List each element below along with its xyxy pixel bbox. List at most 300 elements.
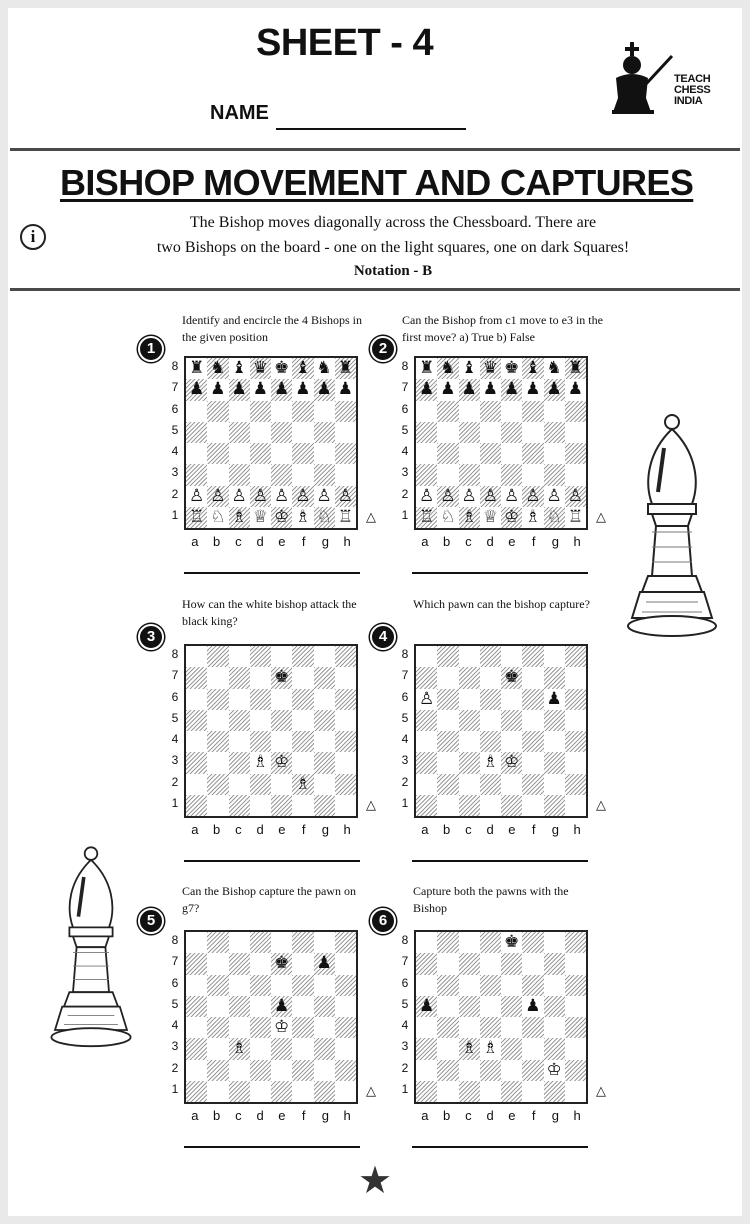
square-c7[interactable] xyxy=(229,379,250,400)
square-h8[interactable] xyxy=(565,932,586,953)
square-c4[interactable] xyxy=(229,731,250,752)
chess-piece[interactable]: ♟ xyxy=(252,379,268,400)
chess-piece[interactable]: ♙ xyxy=(274,485,290,506)
chess-piece[interactable]: ♛ xyxy=(252,358,268,379)
square-h4[interactable] xyxy=(335,1017,356,1038)
square-h8[interactable] xyxy=(335,646,356,667)
square-f4[interactable] xyxy=(292,443,313,464)
square-b1[interactable] xyxy=(207,1081,228,1102)
chess-piece[interactable]: ♔ xyxy=(274,752,290,773)
square-g6[interactable] xyxy=(314,689,335,710)
square-f4[interactable] xyxy=(522,731,543,752)
square-f2[interactable] xyxy=(292,774,313,795)
square-f5[interactable] xyxy=(522,710,543,731)
square-e1[interactable] xyxy=(501,507,522,528)
square-h4[interactable] xyxy=(335,443,356,464)
chess-piece[interactable]: ♙ xyxy=(189,485,205,506)
chess-piece[interactable]: ♚ xyxy=(274,667,290,688)
square-d4[interactable] xyxy=(480,1017,501,1038)
square-d6[interactable] xyxy=(480,975,501,996)
chess-piece[interactable]: ♔ xyxy=(546,1059,562,1080)
chess-piece[interactable]: ♙ xyxy=(295,485,311,506)
square-a2[interactable] xyxy=(186,774,207,795)
square-d2[interactable] xyxy=(480,774,501,795)
square-c2[interactable] xyxy=(229,774,250,795)
square-g3[interactable] xyxy=(314,1038,335,1059)
exercise-1-answer-line[interactable] xyxy=(184,572,360,574)
square-d1[interactable] xyxy=(250,507,271,528)
square-e2[interactable] xyxy=(271,1060,292,1081)
square-b8[interactable] xyxy=(437,358,458,379)
square-g5[interactable] xyxy=(544,710,565,731)
square-f5[interactable] xyxy=(292,996,313,1017)
square-a1[interactable] xyxy=(186,795,207,816)
square-a3[interactable] xyxy=(416,1038,437,1059)
square-g5[interactable] xyxy=(544,422,565,443)
chess-piece[interactable]: ♙ xyxy=(525,485,541,506)
square-d6[interactable] xyxy=(250,401,271,422)
square-h6[interactable] xyxy=(335,975,356,996)
square-a8[interactable] xyxy=(186,358,207,379)
square-b2[interactable] xyxy=(437,1060,458,1081)
square-g3[interactable] xyxy=(544,752,565,773)
chess-piece[interactable]: ♞ xyxy=(316,358,332,379)
square-b6[interactable] xyxy=(207,401,228,422)
square-g3[interactable] xyxy=(544,464,565,485)
square-d5[interactable] xyxy=(480,710,501,731)
square-h7[interactable] xyxy=(565,953,586,974)
square-f1[interactable] xyxy=(292,795,313,816)
square-g4[interactable] xyxy=(544,731,565,752)
name-field[interactable] xyxy=(276,128,466,130)
square-b2[interactable] xyxy=(437,774,458,795)
chess-piece[interactable]: ♛ xyxy=(482,358,498,379)
square-f3[interactable] xyxy=(522,1038,543,1059)
chess-piece[interactable]: ♖ xyxy=(337,506,353,527)
square-f4[interactable] xyxy=(522,1017,543,1038)
square-c2[interactable] xyxy=(229,1060,250,1081)
square-f8[interactable] xyxy=(522,932,543,953)
square-g8[interactable] xyxy=(314,358,335,379)
square-d7[interactable] xyxy=(250,953,271,974)
square-e1[interactable] xyxy=(271,795,292,816)
square-e8[interactable] xyxy=(271,358,292,379)
chess-piece[interactable]: ♝ xyxy=(461,358,477,379)
chess-piece[interactable]: ♙ xyxy=(419,688,435,709)
square-c2[interactable] xyxy=(459,486,480,507)
square-g8[interactable] xyxy=(314,646,335,667)
square-f7[interactable] xyxy=(522,667,543,688)
square-h7[interactable] xyxy=(335,953,356,974)
chess-piece[interactable]: ♟ xyxy=(567,379,583,400)
square-h7[interactable] xyxy=(335,379,356,400)
square-c1[interactable] xyxy=(459,507,480,528)
square-e7[interactable] xyxy=(271,379,292,400)
square-d3[interactable] xyxy=(480,464,501,485)
square-a2[interactable] xyxy=(416,774,437,795)
square-b8[interactable] xyxy=(207,358,228,379)
square-e3[interactable] xyxy=(501,1038,522,1059)
square-c4[interactable] xyxy=(229,1017,250,1038)
square-h6[interactable] xyxy=(565,401,586,422)
square-f5[interactable] xyxy=(292,710,313,731)
square-g1[interactable] xyxy=(314,795,335,816)
square-d1[interactable] xyxy=(250,795,271,816)
chess-piece[interactable]: ♞ xyxy=(546,358,562,379)
square-d6[interactable] xyxy=(480,401,501,422)
chess-piece[interactable]: ♟ xyxy=(461,379,477,400)
square-d7[interactable] xyxy=(480,379,501,400)
chess-piece[interactable]: ♟ xyxy=(189,379,205,400)
square-a7[interactable] xyxy=(416,379,437,400)
square-h6[interactable] xyxy=(335,401,356,422)
chess-piece[interactable]: ♗ xyxy=(482,752,498,773)
square-g5[interactable] xyxy=(314,422,335,443)
square-h3[interactable] xyxy=(335,464,356,485)
chess-piece[interactable]: ♚ xyxy=(504,932,520,953)
square-f1[interactable] xyxy=(522,1081,543,1102)
square-g7[interactable] xyxy=(544,667,565,688)
chess-piece[interactable]: ♚ xyxy=(504,358,520,379)
square-d1[interactable] xyxy=(250,1081,271,1102)
square-e1[interactable] xyxy=(501,1081,522,1102)
square-g6[interactable] xyxy=(544,689,565,710)
square-f3[interactable] xyxy=(292,752,313,773)
chess-piece[interactable]: ♝ xyxy=(231,358,247,379)
square-g2[interactable] xyxy=(544,774,565,795)
exercise-4-answer-line[interactable] xyxy=(412,860,588,862)
chess-piece[interactable]: ♙ xyxy=(210,485,226,506)
square-h3[interactable] xyxy=(335,1038,356,1059)
square-e2[interactable] xyxy=(271,486,292,507)
square-h5[interactable] xyxy=(335,710,356,731)
square-d4[interactable] xyxy=(480,443,501,464)
square-c6[interactable] xyxy=(459,689,480,710)
square-f3[interactable] xyxy=(522,752,543,773)
square-c8[interactable] xyxy=(229,646,250,667)
square-g1[interactable] xyxy=(544,795,565,816)
square-b3[interactable] xyxy=(437,752,458,773)
square-g4[interactable] xyxy=(544,443,565,464)
square-a8[interactable] xyxy=(186,646,207,667)
square-c1[interactable] xyxy=(459,795,480,816)
square-e5[interactable] xyxy=(501,996,522,1017)
chess-piece[interactable]: ♟ xyxy=(546,688,562,709)
square-a7[interactable] xyxy=(416,667,437,688)
square-f4[interactable] xyxy=(292,1017,313,1038)
square-e6[interactable] xyxy=(271,975,292,996)
chess-piece[interactable]: ♟ xyxy=(546,379,562,400)
square-c5[interactable] xyxy=(459,710,480,731)
square-c8[interactable] xyxy=(459,932,480,953)
chess-piece[interactable]: ♔ xyxy=(504,506,520,527)
square-h5[interactable] xyxy=(565,996,586,1017)
square-e7[interactable] xyxy=(501,667,522,688)
square-g4[interactable] xyxy=(314,731,335,752)
square-a4[interactable] xyxy=(416,1017,437,1038)
chess-piece[interactable]: ♙ xyxy=(316,485,332,506)
square-h4[interactable] xyxy=(335,731,356,752)
square-f7[interactable] xyxy=(292,667,313,688)
square-c8[interactable] xyxy=(229,932,250,953)
square-e1[interactable] xyxy=(271,1081,292,1102)
square-a7[interactable] xyxy=(186,953,207,974)
square-h5[interactable] xyxy=(565,422,586,443)
square-c7[interactable] xyxy=(459,953,480,974)
chess-piece[interactable]: ♖ xyxy=(567,506,583,527)
square-c4[interactable] xyxy=(459,731,480,752)
square-d5[interactable] xyxy=(250,422,271,443)
square-g8[interactable] xyxy=(544,932,565,953)
square-a3[interactable] xyxy=(416,752,437,773)
square-a2[interactable] xyxy=(416,1060,437,1081)
square-h3[interactable] xyxy=(335,752,356,773)
square-c2[interactable] xyxy=(229,486,250,507)
square-e3[interactable] xyxy=(501,464,522,485)
square-e3[interactable] xyxy=(271,1038,292,1059)
square-e6[interactable] xyxy=(501,401,522,422)
chess-piece[interactable]: ♚ xyxy=(274,358,290,379)
square-h1[interactable] xyxy=(335,507,356,528)
square-c5[interactable] xyxy=(229,710,250,731)
square-f2[interactable] xyxy=(522,1060,543,1081)
chess-piece[interactable]: ♜ xyxy=(419,358,435,379)
square-a2[interactable] xyxy=(416,486,437,507)
square-g3[interactable] xyxy=(314,752,335,773)
square-a8[interactable] xyxy=(416,358,437,379)
square-d3[interactable] xyxy=(250,752,271,773)
square-b1[interactable] xyxy=(437,507,458,528)
square-e6[interactable] xyxy=(271,689,292,710)
square-h8[interactable] xyxy=(335,358,356,379)
square-g5[interactable] xyxy=(314,710,335,731)
chess-piece[interactable]: ♟ xyxy=(231,379,247,400)
square-d8[interactable] xyxy=(480,358,501,379)
chess-piece[interactable]: ♚ xyxy=(504,667,520,688)
square-a4[interactable] xyxy=(186,1017,207,1038)
square-f2[interactable] xyxy=(292,486,313,507)
square-h2[interactable] xyxy=(565,774,586,795)
square-h1[interactable] xyxy=(565,507,586,528)
square-b7[interactable] xyxy=(437,953,458,974)
square-c8[interactable] xyxy=(229,358,250,379)
square-g2[interactable] xyxy=(314,486,335,507)
square-d4[interactable] xyxy=(250,731,271,752)
square-a6[interactable] xyxy=(186,975,207,996)
square-g2[interactable] xyxy=(544,1060,565,1081)
square-c8[interactable] xyxy=(459,646,480,667)
chess-piece[interactable]: ♘ xyxy=(546,506,562,527)
square-b4[interactable] xyxy=(437,443,458,464)
chess-piece[interactable]: ♘ xyxy=(210,506,226,527)
square-c1[interactable] xyxy=(229,507,250,528)
square-d3[interactable] xyxy=(480,1038,501,1059)
square-d5[interactable] xyxy=(480,422,501,443)
chess-piece[interactable]: ♗ xyxy=(231,1038,247,1059)
square-e8[interactable] xyxy=(501,358,522,379)
square-a1[interactable] xyxy=(416,1081,437,1102)
square-e7[interactable] xyxy=(271,667,292,688)
square-a2[interactable] xyxy=(186,1060,207,1081)
square-f4[interactable] xyxy=(522,443,543,464)
square-c2[interactable] xyxy=(459,1060,480,1081)
square-d8[interactable] xyxy=(250,646,271,667)
square-f7[interactable] xyxy=(292,953,313,974)
square-c4[interactable] xyxy=(459,1017,480,1038)
square-h1[interactable] xyxy=(565,1081,586,1102)
square-e7[interactable] xyxy=(271,953,292,974)
square-g6[interactable] xyxy=(544,975,565,996)
exercise-5-answer-line[interactable] xyxy=(184,1146,360,1148)
square-d8[interactable] xyxy=(480,646,501,667)
square-d4[interactable] xyxy=(480,731,501,752)
square-f7[interactable] xyxy=(292,379,313,400)
square-e2[interactable] xyxy=(271,774,292,795)
square-b5[interactable] xyxy=(207,422,228,443)
square-c7[interactable] xyxy=(459,667,480,688)
square-f8[interactable] xyxy=(522,358,543,379)
square-e3[interactable] xyxy=(271,464,292,485)
square-a4[interactable] xyxy=(186,731,207,752)
square-g5[interactable] xyxy=(544,996,565,1017)
square-b5[interactable] xyxy=(437,996,458,1017)
square-a7[interactable] xyxy=(186,379,207,400)
square-d2[interactable] xyxy=(250,1060,271,1081)
square-h4[interactable] xyxy=(565,443,586,464)
square-e5[interactable] xyxy=(271,996,292,1017)
square-g7[interactable] xyxy=(544,953,565,974)
chess-piece[interactable]: ♙ xyxy=(546,485,562,506)
exercise-6-answer-line[interactable] xyxy=(412,1146,588,1148)
chess-piece[interactable]: ♞ xyxy=(440,358,456,379)
square-b2[interactable] xyxy=(437,486,458,507)
square-f8[interactable] xyxy=(292,358,313,379)
square-d1[interactable] xyxy=(480,507,501,528)
chess-piece[interactable]: ♝ xyxy=(295,358,311,379)
chess-piece[interactable]: ♘ xyxy=(316,506,332,527)
square-c6[interactable] xyxy=(229,401,250,422)
square-h5[interactable] xyxy=(335,422,356,443)
square-f2[interactable] xyxy=(522,774,543,795)
square-a5[interactable] xyxy=(186,710,207,731)
chess-piece[interactable]: ♟ xyxy=(482,379,498,400)
square-e6[interactable] xyxy=(271,401,292,422)
square-e2[interactable] xyxy=(501,774,522,795)
square-e8[interactable] xyxy=(271,932,292,953)
square-a3[interactable] xyxy=(186,752,207,773)
square-a1[interactable] xyxy=(416,507,437,528)
square-d6[interactable] xyxy=(250,689,271,710)
chess-piece[interactable]: ♙ xyxy=(419,485,435,506)
square-c3[interactable] xyxy=(229,464,250,485)
square-e5[interactable] xyxy=(271,422,292,443)
square-c5[interactable] xyxy=(459,422,480,443)
square-a5[interactable] xyxy=(416,422,437,443)
chess-piece[interactable]: ♕ xyxy=(482,506,498,527)
square-c3[interactable] xyxy=(459,752,480,773)
chess-piece[interactable]: ♚ xyxy=(274,953,290,974)
square-a4[interactable] xyxy=(416,443,437,464)
chess-piece[interactable]: ♘ xyxy=(440,506,456,527)
square-h5[interactable] xyxy=(565,710,586,731)
square-d8[interactable] xyxy=(480,932,501,953)
square-f2[interactable] xyxy=(522,486,543,507)
square-c7[interactable] xyxy=(459,379,480,400)
square-b6[interactable] xyxy=(207,689,228,710)
square-a8[interactable] xyxy=(186,932,207,953)
square-f6[interactable] xyxy=(522,689,543,710)
square-c5[interactable] xyxy=(229,996,250,1017)
chess-piece[interactable]: ♟ xyxy=(210,379,226,400)
chess-piece[interactable]: ♟ xyxy=(504,379,520,400)
square-a1[interactable] xyxy=(416,795,437,816)
square-d4[interactable] xyxy=(250,443,271,464)
square-e8[interactable] xyxy=(271,646,292,667)
square-h2[interactable] xyxy=(565,1060,586,1081)
square-e5[interactable] xyxy=(271,710,292,731)
square-c1[interactable] xyxy=(229,795,250,816)
chess-piece[interactable]: ♟ xyxy=(440,379,456,400)
square-f6[interactable] xyxy=(522,401,543,422)
square-e7[interactable] xyxy=(501,953,522,974)
square-c1[interactable] xyxy=(229,1081,250,1102)
square-d2[interactable] xyxy=(480,486,501,507)
square-c7[interactable] xyxy=(229,953,250,974)
exercise-3-answer-line[interactable] xyxy=(184,860,360,862)
square-b4[interactable] xyxy=(207,731,228,752)
square-d3[interactable] xyxy=(480,752,501,773)
square-g4[interactable] xyxy=(544,1017,565,1038)
square-e6[interactable] xyxy=(501,689,522,710)
square-b5[interactable] xyxy=(437,422,458,443)
chess-piece[interactable]: ♗ xyxy=(525,506,541,527)
chess-piece[interactable]: ♙ xyxy=(252,485,268,506)
square-f3[interactable] xyxy=(292,464,313,485)
chess-piece[interactable]: ♖ xyxy=(419,506,435,527)
square-h1[interactable] xyxy=(335,795,356,816)
square-b8[interactable] xyxy=(437,932,458,953)
square-b1[interactable] xyxy=(207,507,228,528)
chess-piece[interactable]: ♜ xyxy=(189,358,205,379)
square-b8[interactable] xyxy=(437,646,458,667)
chess-piece[interactable]: ♔ xyxy=(274,1017,290,1038)
square-c7[interactable] xyxy=(229,667,250,688)
square-c3[interactable] xyxy=(229,1038,250,1059)
square-c5[interactable] xyxy=(229,422,250,443)
square-d3[interactable] xyxy=(250,1038,271,1059)
square-f1[interactable] xyxy=(522,795,543,816)
square-g1[interactable] xyxy=(544,1081,565,1102)
square-g2[interactable] xyxy=(314,1060,335,1081)
square-e4[interactable] xyxy=(501,1017,522,1038)
square-h2[interactable] xyxy=(335,774,356,795)
square-g2[interactable] xyxy=(314,774,335,795)
square-g7[interactable] xyxy=(544,379,565,400)
chess-piece[interactable]: ♟ xyxy=(419,379,435,400)
square-h2[interactable] xyxy=(335,1060,356,1081)
chess-piece[interactable]: ♙ xyxy=(337,485,353,506)
chess-piece[interactable]: ♗ xyxy=(461,1038,477,1059)
chess-piece[interactable]: ♟ xyxy=(419,995,435,1016)
square-b7[interactable] xyxy=(437,667,458,688)
square-b6[interactable] xyxy=(437,689,458,710)
square-b1[interactable] xyxy=(437,795,458,816)
square-b6[interactable] xyxy=(437,975,458,996)
square-a8[interactable] xyxy=(416,646,437,667)
square-d2[interactable] xyxy=(250,486,271,507)
square-b5[interactable] xyxy=(207,996,228,1017)
square-g7[interactable] xyxy=(314,379,335,400)
